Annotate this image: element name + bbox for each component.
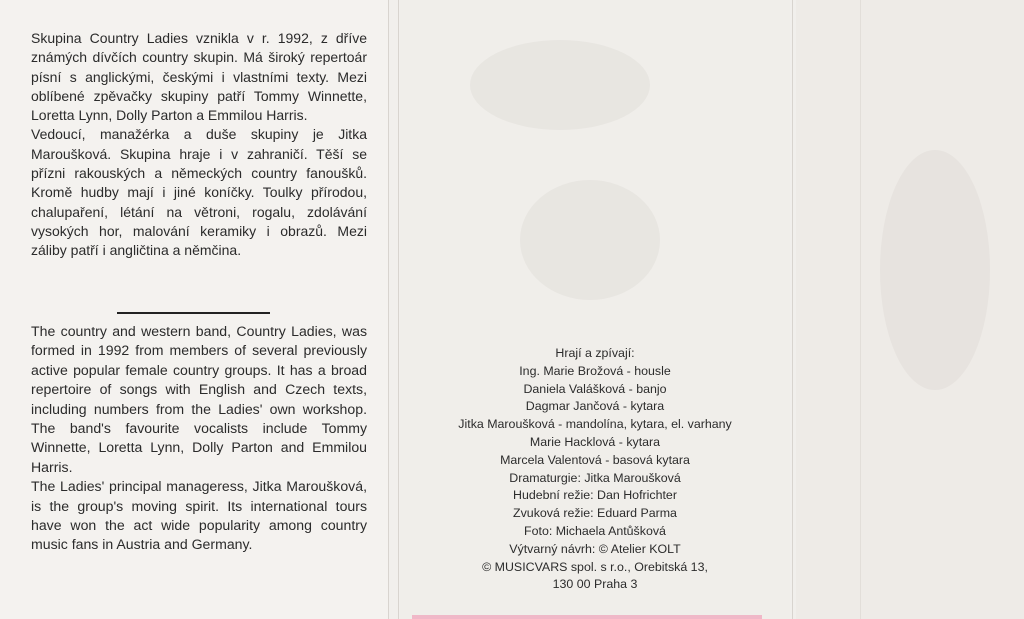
paper-texture (520, 180, 660, 300)
fold-line (860, 0, 861, 619)
credit-line: Ing. Marie Brožová - housle (519, 363, 671, 378)
credit-line: Dagmar Jančová - kytara (525, 399, 665, 414)
czech-paragraph-1: Skupina Country Ladies vznikla v r. 1992, z dříve známých dívčích country skupin. Má široký repertoár písní s anglickými, českými i vlastními texty. Mezi oblíbené zpěvačky skupiny patří Tommy Winnette, Loretta Lynn, Dolly Parton a Emmilou Harris. (31, 30, 367, 124)
credit-line: Foto: Michaela Antůšková (524, 523, 666, 538)
credit-line: Výtvarný návrh: © Atelier KOLT (509, 541, 681, 556)
fold-line (398, 0, 399, 619)
english-paragraph-2: The Ladies' principal manageress, Jitka Maroušková, is the group's moving spirit. Its international tours have won the act wide popularity among country music fans in Austria and Germany. (31, 478, 367, 553)
credit-line: © MUSICVARS spol. s r.o., Orebitská 13, (482, 559, 708, 574)
pink-edge-strip (412, 615, 762, 619)
credit-line: Daniela Valášková - banjo (523, 381, 667, 396)
paper-texture (470, 40, 650, 130)
paper-texture (880, 150, 990, 390)
credit-line: Marie Hacklová - kytara (529, 434, 661, 449)
english-paragraph-1: The country and western band, Country Ladies, was formed in 1992 from members of several previously active popular female country groups. It has a broad repertoire of songs with English and Czech texts, including numbers from the Ladies' own workshop. The band's favourite vocalists include Tommy Winnette, Loretta Lynn, Dolly Parton and Emmilou Harris. (31, 323, 367, 475)
credit-line: 130 00 Praha 3 (552, 577, 638, 592)
credit-line: Jitka Maroušková - mandolína, kytara, el. varhany (458, 417, 732, 432)
credit-line: Dramaturgie: Jitka Maroušková (509, 470, 681, 485)
credit-line: Marcela Valentová - basová kytara (500, 452, 690, 467)
credit-line: Hudební režie: Dan Hofrichter (513, 488, 677, 503)
fold-line (388, 0, 389, 619)
czech-paragraph-2: Vedoucí, manažérka a duše skupiny je Jitka Maroušková. Skupina hraje i v zahraničí. Těší se přízni rakouských a německých country fanoušků. Kromě hudby mají i jiné koníčky. Toulky přírodou, chalupaření, létání na větroni, rogalu, zdolávání vysokých hor, malování keramiky i obrazů. Mezi záliby patří i angličtina a němčina. (31, 126, 367, 259)
english-text-block (31, 322, 367, 555)
divider-line (117, 312, 270, 314)
credits-block (400, 345, 790, 594)
credits-heading: Hrají a zpívají: (555, 346, 635, 360)
fold-line (792, 0, 793, 619)
credit-line: Zvuková režie: Eduard Parma (513, 506, 677, 521)
czech-text-block (31, 29, 367, 261)
